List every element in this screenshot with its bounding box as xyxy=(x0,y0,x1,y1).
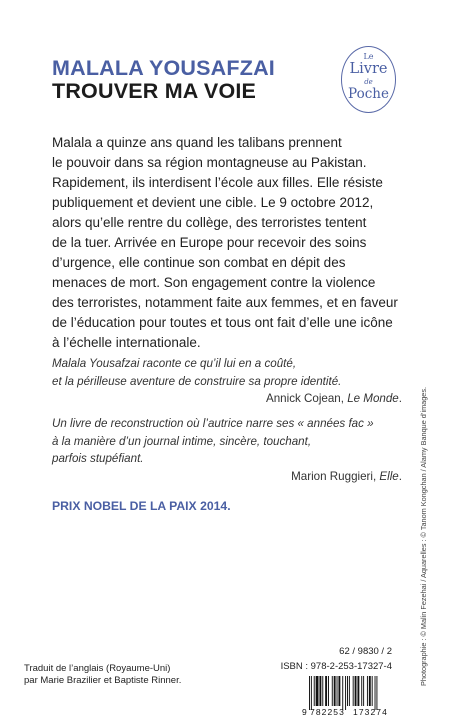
press-quote xyxy=(52,355,402,408)
quote-attribution xyxy=(52,468,402,486)
barcode-bar xyxy=(316,676,319,706)
quote-suffix: . xyxy=(398,469,402,483)
barcode-bar xyxy=(375,676,376,710)
barcode-bar xyxy=(314,676,315,706)
author-name: MALALA YOUSAFZAI xyxy=(52,56,275,80)
barcode-bar xyxy=(342,676,343,710)
translator-line: Traduit de l’anglais (Royaume-Uni) xyxy=(24,663,171,674)
barcode-first-digit: 9 xyxy=(302,707,307,716)
synopsis-line: à l’échelle internationale. xyxy=(52,335,201,350)
quote-line: Un livre de reconstruction où l’autrice narre ses « années fac » xyxy=(52,417,374,430)
quote-source: Le Monde xyxy=(347,392,399,405)
quote-line: parfois stupéfiant. xyxy=(52,452,144,465)
quote-line: et la périlleuse aventure de construire sa propre identité. xyxy=(52,374,342,388)
barcode-bar xyxy=(334,676,336,706)
quote-line: Malala Yousafzai raconte ce qu’il lui en a coûté, xyxy=(52,357,297,370)
barcode-bar xyxy=(369,676,371,706)
synopsis-line: de la tuer. Arrivée en Europe pour recevoir des soins xyxy=(52,235,367,250)
book-title: TROUVER MA VOIE xyxy=(52,79,257,103)
synopsis-line: d’urgence, elle continue son combat en dépit des xyxy=(52,255,346,270)
barcode-bar xyxy=(361,676,362,706)
publisher-logo xyxy=(341,46,396,113)
barcode-group-1: 782253 xyxy=(310,707,345,716)
logo-line-2: Livre xyxy=(349,61,388,77)
logo-line-1: Le xyxy=(363,52,374,61)
synopsis-line: de l’éducation pour toutes et tous ont fait d’elle une icône xyxy=(52,315,393,330)
barcode-bar xyxy=(349,676,350,706)
barcode xyxy=(302,676,396,716)
synopsis-line: des terroristes, notamment faite aux femmes, et en faveur xyxy=(52,295,398,310)
synopsis-line: alors qu’elle rentre du collège, des terroristes tentent xyxy=(52,215,367,230)
synopsis-line: Rapidement, ils interdisent l’école aux filles. Elle résiste xyxy=(52,175,383,190)
barcode-bar xyxy=(319,676,321,706)
translator-credit xyxy=(24,663,181,687)
barcode-bar xyxy=(332,676,333,706)
barcode-bar xyxy=(357,676,359,706)
barcode-group-2: 173274 xyxy=(353,707,388,716)
quote-author: Marion Ruggieri, xyxy=(291,469,380,483)
synopsis-line: Malala a quinze ans quand les talibans prennent xyxy=(52,135,342,150)
barcode-bar xyxy=(322,676,323,706)
photo-credit: Photographie : © Malin Fezehai / Aquarelles : © Tanom Kongchan / Alamy Banque d’images. xyxy=(419,386,428,686)
quote-author: Annick Cojean, xyxy=(265,392,348,405)
barcode-bar xyxy=(347,676,348,706)
translator-line: par Marie Brazilier et Baptiste Rinner. xyxy=(24,675,182,686)
barcode-bar xyxy=(355,676,357,706)
catalog-code: 62 / 9830 / 2 xyxy=(339,646,392,657)
quote-source: Elle xyxy=(379,469,399,483)
synopsis-line: publiquement et devient une cible. Le 9 octobre 2012, xyxy=(52,195,374,210)
prize-line: PRIX NOBEL DE LA PAIX 2014. xyxy=(52,499,231,513)
barcode-bar xyxy=(337,676,338,706)
barcode-bar xyxy=(367,676,368,706)
isbn: ISBN : 978-2-253-17327-4 xyxy=(280,661,392,672)
barcode-bar xyxy=(311,676,312,710)
barcode-bar xyxy=(328,676,329,706)
barcode-bar xyxy=(345,676,346,710)
barcode-bar xyxy=(376,676,377,710)
quote-suffix: . xyxy=(398,392,402,405)
logo-line-4: Poche xyxy=(348,86,389,102)
barcode-bars xyxy=(309,676,377,710)
barcode-bar xyxy=(338,676,340,706)
barcode-bar xyxy=(372,676,373,706)
press-quote xyxy=(52,415,402,485)
logo-line-3: de xyxy=(364,78,373,86)
barcode-bar xyxy=(325,676,327,706)
synopsis xyxy=(52,133,398,353)
barcode-bar xyxy=(363,676,364,706)
barcode-bar xyxy=(309,676,310,710)
synopsis-line: le pouvoir dans sa région montagneuse au Pakistan. xyxy=(52,155,367,170)
synopsis-line: menaces de mort. Son engagement contre la violence xyxy=(52,275,376,290)
quote-attribution xyxy=(52,390,402,408)
barcode-bar xyxy=(353,676,354,706)
quote-line: à la manière d’un journal intime, sincère, touchant, xyxy=(52,434,312,448)
